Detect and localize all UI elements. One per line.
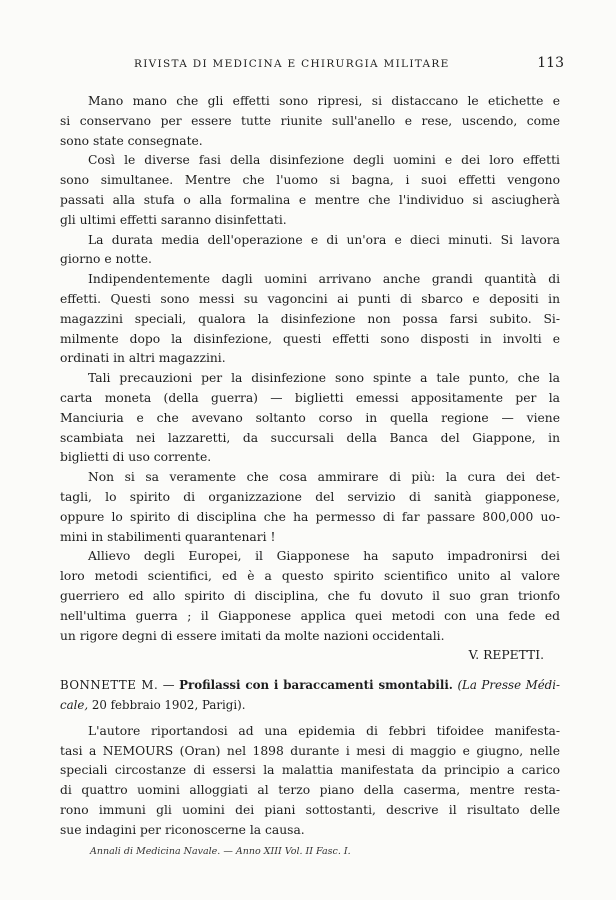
page-footer: Annali di Medicina Navale. — Anno XIII Vol. II Fasc. I. xyxy=(90,846,351,857)
text-line: loro metodi scientifici, ed è a questo spirito scientifico unito al valore xyxy=(60,569,560,584)
running-title: RIVISTA DI MEDICINA E CHIRURGIA MILITARE xyxy=(134,58,450,70)
text-line: biglietti di uso corrente. xyxy=(60,450,212,465)
abstract-line: L'autore riportandosi ad una epidemia di febbri tifoidee manifesta- xyxy=(88,723,560,738)
text-line: sono simultanee. Mentre che l'uomo si bagna, i suoi effetti vengono xyxy=(60,173,560,188)
text-line: si conservano per essere tutte riunite sull'anello e rese, uscendo, come xyxy=(60,113,560,128)
text-line: guerriero ed allo spirito di disciplina, che fu dovuto il suo gran trionfo xyxy=(60,588,560,603)
text-line: Tali precauzioni per la disinfezione sono spinte a tale punto, che la xyxy=(88,371,560,386)
text-line: Così le diverse fasi della disinfezione degli uomini e dei loro effetti xyxy=(88,153,560,168)
abstract-line: sue indagini per riconoscerne la causa. xyxy=(60,822,305,837)
abstract-citation xyxy=(60,696,560,716)
text-line: magazzini speciali, qualora la disinfezione non possa farsi subito. Si- xyxy=(60,311,560,326)
text-line: carta moneta (della guerra) — biglietti emessi appositamente per la xyxy=(60,390,560,405)
text-line: Non si sa veramente che cosa ammirare di più: la cura dei det- xyxy=(88,470,560,485)
abstract-title: Profilassi con i baraccamenti smontabili. xyxy=(179,678,453,693)
text-line: milmente dopo la disinfezione, questi effetti sono disposti in involti e xyxy=(60,331,560,346)
text-line: Manciuria e che avevano soltanto corso in quella regione — viene xyxy=(60,410,560,425)
text-line: gli ultimi effetti saranno disinfettati. xyxy=(60,212,287,227)
text-line: oppure lo spirito di disciplina che ha permesso di far passare 800,000 uo- xyxy=(60,509,560,524)
page-number: 113 xyxy=(537,55,564,71)
abstract-heading xyxy=(60,676,560,696)
text-line: La durata media dell'operazione e di un'ora e dieci minuti. Si lavora xyxy=(88,232,560,247)
abstract-journal: (La Presse Médi- xyxy=(457,678,560,693)
abstract-line: rono immuni gli uomini dei piani sottostanti, descrive il risultato delle xyxy=(60,802,560,817)
text-line: Indipendentemente dagli uomini arrivano anche grandi quantità di xyxy=(88,272,560,287)
abstract-dash: — xyxy=(158,678,180,693)
text-line: ordinati in altri magazzini. xyxy=(60,351,226,366)
text-line: effetti. Questi sono messi su vagoncini ai punti di sbarco e depositi in xyxy=(60,291,560,306)
text-line: Mano mano che gli effetti sono ripresi, si distaccano le etichette e xyxy=(88,94,560,108)
page-body xyxy=(60,92,560,840)
text-line: Allievo degli Europei, il Giapponese ha saputo impadronirsi dei xyxy=(88,549,560,564)
article-signature: V. REPETTI. xyxy=(468,648,544,663)
abstract-author: BONNETTE M. xyxy=(60,678,159,693)
abstract-date: 20 febbraio 1902, Parigi). xyxy=(91,697,246,712)
abstract-line: speciali circostanze di essersi la malattia manifestata da principio a carico xyxy=(60,763,560,778)
text-line: un rigore degni di essere imitati da molte nazioni occidentali. xyxy=(60,628,445,643)
text-line: passati alla stufa o alla formalina e mentre che l'individuo si asciugherà xyxy=(60,192,560,207)
text-line: scambiata nei lazzaretti, da succursali della Banca del Giappone, in xyxy=(60,430,560,445)
text-line: sono state consegnate. xyxy=(60,133,203,148)
text-line: tagli, lo spirito di organizzazione del servizio di sanità giapponese, xyxy=(60,489,560,504)
text-line: mini in stabilimenti quarantenari ! xyxy=(60,529,276,544)
text-line: giorno e notte. xyxy=(60,252,152,267)
abstract-journal-cont: cale, xyxy=(60,697,89,712)
abstract-line: di quattro uomini alloggiati al terzo piano della caserma, mentre resta- xyxy=(60,783,560,798)
abstract-line: tasi a NEMOURS (Oran) nel 1898 durante i mesi di maggio e giugno, nelle xyxy=(60,743,560,758)
text-line: nell'ultima guerra ; il Giapponese applica quei metodi con una fede ed xyxy=(60,608,560,623)
